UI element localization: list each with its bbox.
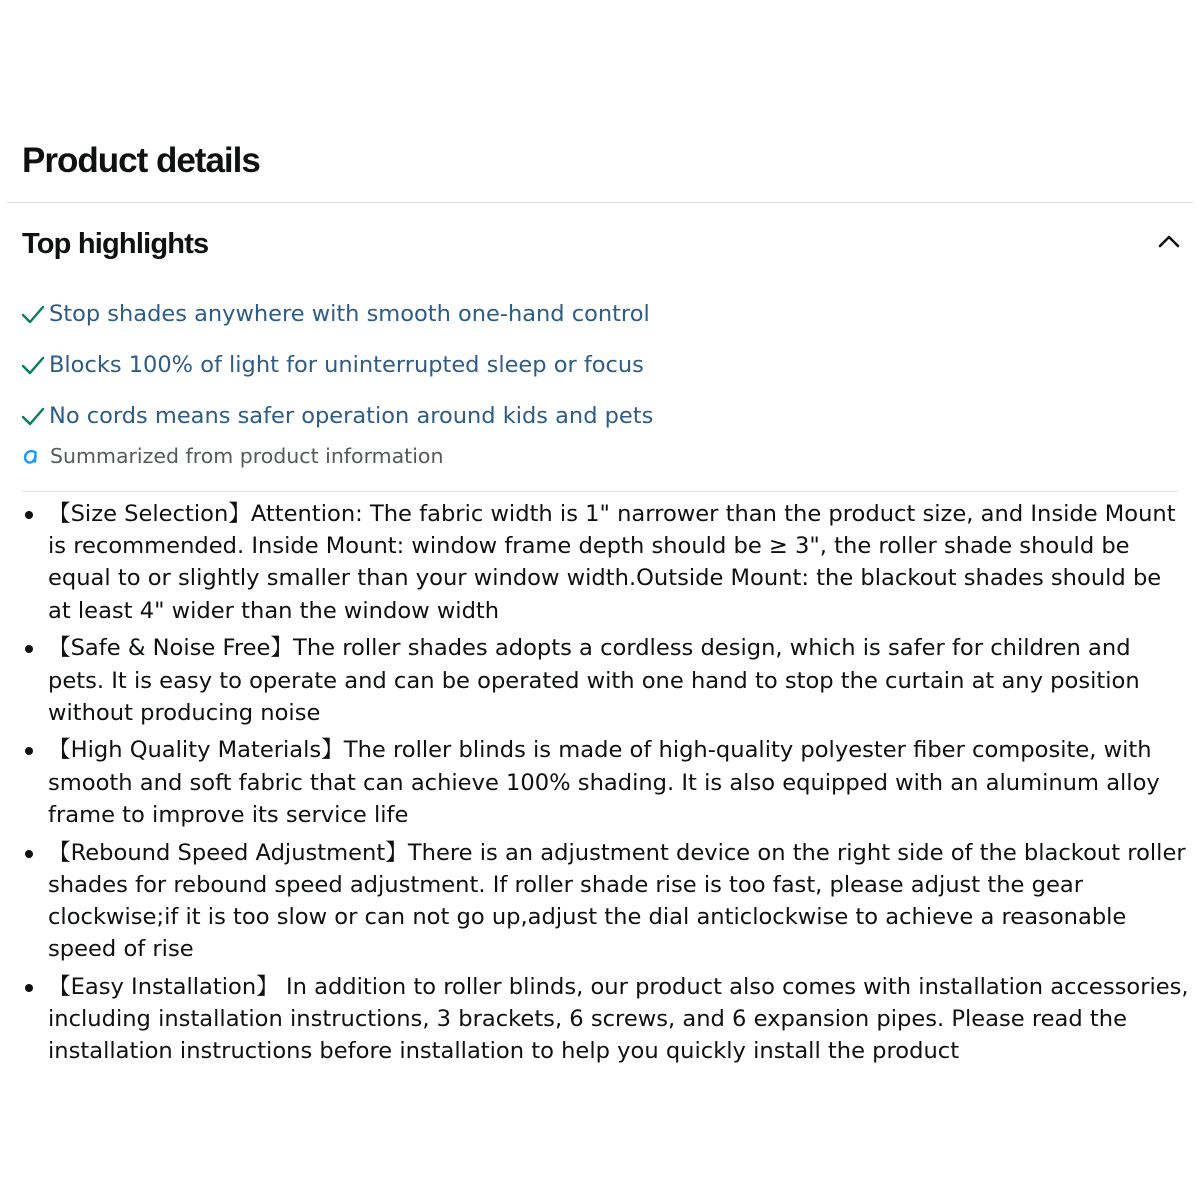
ai-sparkle-icon — [22, 447, 40, 465]
highlight-item — [20, 339, 653, 390]
highlight-item — [20, 390, 653, 441]
bullet-dot — [25, 511, 33, 519]
section-title: Top highlights — [22, 228, 209, 260]
highlights-list — [20, 288, 653, 441]
highlight-text: Stop shades anywhere with smooth one-hand control — [49, 300, 650, 327]
checkmark-icon — [20, 303, 46, 325]
bullet-item — [0, 632, 1200, 729]
bullet-text: 【Easy Installation】 In addition to roller blinds, our product also comes with installation accessories, including installation instructions, 3 brackets, 6 screws, and 6 expansion pipes. Please read the installation instructions before installation to help you quickly install the product — [48, 973, 1189, 1065]
bullet-text: 【Safe & Noise Free】The roller shades adopts a cordless design, which is safer for children and pets. It is easy to operate and can be operated with one hand to stop the curtain at any position without producing noise — [48, 635, 1140, 726]
feature-bullets — [0, 498, 1200, 1073]
summary-note — [22, 444, 443, 468]
bullet-dot — [25, 747, 33, 755]
chevron-up-icon[interactable] — [1154, 226, 1184, 256]
checkmark-icon — [20, 354, 46, 376]
bullet-text: 【Rebound Speed Adjustment】There is an adjustment device on the right side of the blackout roller shades for rebound speed adjustment. If roller shade rise is too fast, please adjust the gear clockwise;if it is too slow or can not go up,adjust the dial anticlockwise to achieve a reasonable speed of rise — [48, 839, 1186, 963]
bullet-item — [0, 971, 1200, 1068]
bullet-item — [0, 734, 1200, 831]
highlight-text: No cords means safer operation around kids and pets — [49, 402, 654, 429]
highlight-item — [20, 288, 653, 339]
bullet-dot — [25, 984, 33, 992]
bullet-item — [0, 498, 1200, 627]
summary-text: Summarized from product information — [50, 444, 444, 468]
bullet-dot — [25, 645, 33, 653]
highlight-text: Blocks 100% of light for uninterrupted sleep or focus — [49, 351, 644, 378]
bullet-text: 【Size Selection】Attention: The fabric width is 1" narrower than the product size, and Inside Mount is recommended. Inside Mount: window frame depth should be ≥ 3", the roller shade should be equal to or slightly smaller than your window width.Outside Mount: the blackout shades should be at least 4" wider than the window width — [48, 501, 1176, 624]
top-highlights-header[interactable] — [22, 222, 1184, 270]
section-divider — [7, 202, 1193, 203]
bullet-text: 【High Quality Materials】The roller blinds is made of high-quality polyester fiber composite, with smooth and soft fabric that can achieve 100% shading. It is also equipped with an aluminum alloy frame to improve its service life — [48, 737, 1160, 828]
checkmark-icon — [20, 405, 46, 427]
bullet-dot — [25, 850, 33, 858]
page-title: Product details — [22, 141, 260, 180]
summary-divider — [22, 491, 1178, 492]
bullet-item — [0, 837, 1200, 966]
